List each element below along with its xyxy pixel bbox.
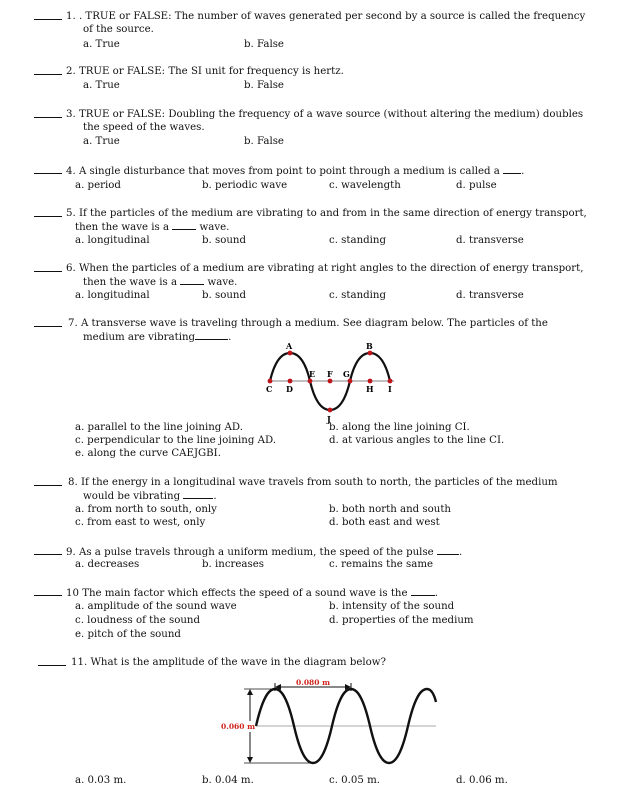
option-b[interactable]: b. sound (202, 290, 247, 301)
option-b[interactable]: b. increases (202, 559, 264, 570)
label-e: E (309, 369, 316, 379)
option-c[interactable]: c. from east to west, only (75, 517, 206, 528)
point-h (368, 379, 373, 384)
option-b[interactable]: b. intensity of the sound (329, 601, 455, 612)
question-stem: 4. A single disturbance that moves from point to point through a medium is called a . (66, 166, 525, 177)
option-b[interactable]: b. along the line joining CI. (329, 422, 470, 433)
question-stem: 10 The main factor which effects the speed of a sound wave is the . (66, 588, 439, 599)
option-a[interactable]: a. True (83, 80, 120, 91)
option-b[interactable]: b. both north and south (329, 504, 451, 515)
label-c: C (266, 384, 273, 394)
option-c[interactable]: c. 0.05 m. (329, 775, 381, 786)
question-stem: 3. TRUE or FALSE: Doubling the frequency of a wave source (without altering the medium) doubles the speed of the waves. (66, 109, 584, 133)
option-c[interactable]: c. standing (329, 235, 387, 246)
point-d (288, 379, 293, 384)
answer-blank[interactable] (34, 173, 62, 174)
inline-blank[interactable] (183, 489, 213, 499)
answer-blank[interactable] (34, 117, 62, 118)
inline-blank[interactable] (180, 275, 204, 285)
option-c[interactable]: c. perpendicular to the line joining AD. (75, 435, 277, 446)
point-a (288, 351, 293, 356)
answer-blank[interactable] (38, 665, 66, 666)
inline-blank[interactable] (195, 330, 228, 340)
label-j: J (327, 414, 331, 424)
inline-blank[interactable] (437, 545, 459, 555)
option-d[interactable]: d. transverse (456, 235, 524, 246)
point-b (368, 351, 373, 356)
inline-blank[interactable] (411, 586, 435, 596)
question-stem: 9. As a pulse travels through a uniform medium, the speed of the pulse . (66, 547, 463, 558)
option-c[interactable]: c. remains the same (329, 559, 434, 570)
answer-blank[interactable] (34, 74, 62, 75)
answer-blank[interactable] (34, 216, 62, 217)
option-a[interactable]: a. True (83, 39, 120, 50)
question-stem: 5. If the particles of the medium are vibrating to and from in the same direction of energy transport, then the wave is a wave. (66, 208, 587, 233)
point-c (268, 379, 273, 384)
option-d[interactable]: d. both east and west (329, 517, 440, 528)
label-f: F (327, 369, 333, 379)
question-stem: 7. A transverse wave is traveling through a medium. See diagram below. The particles of the medium are vibrating . (68, 318, 548, 343)
point-g (348, 379, 353, 384)
transverse-wave-diagram (262, 342, 402, 424)
option-b[interactable]: b. False (244, 80, 284, 91)
option-d[interactable]: d. transverse (456, 290, 524, 301)
option-b[interactable]: b. False (244, 136, 284, 147)
label-a: A (286, 342, 293, 351)
option-e[interactable]: e. pitch of the sound (75, 629, 181, 640)
option-a[interactable]: a. longitudinal (75, 290, 150, 301)
option-a[interactable]: a. amplitude of the sound wave (75, 601, 237, 612)
answer-blank[interactable] (34, 326, 62, 327)
option-c[interactable]: c. wavelength (329, 180, 401, 191)
option-d[interactable]: d. pulse (456, 180, 497, 191)
question-stem: 1. . TRUE or FALSE: The number of waves generated per second by a source is called the frequency of the source. (66, 11, 586, 35)
option-a[interactable]: a. decreases (75, 559, 140, 570)
option-e[interactable]: e. along the curve CAEJGBI. (75, 448, 221, 459)
amplitude-wave-diagram (218, 678, 448, 778)
option-b[interactable]: b. False (244, 39, 284, 50)
option-b[interactable]: b. 0.04 m. (202, 775, 254, 786)
option-d[interactable]: d. at various angles to the line CI. (329, 435, 505, 446)
label-d: D (286, 384, 293, 394)
wavelength-label: 0.080 m (296, 678, 331, 687)
point-f (328, 379, 333, 384)
label-b: B (366, 342, 373, 351)
option-c[interactable]: c. loudness of the sound (75, 615, 201, 626)
answer-blank[interactable] (34, 19, 62, 20)
option-b[interactable]: b. sound (202, 235, 247, 246)
option-a[interactable]: a. period (75, 180, 121, 191)
question-stem: 6. When the particles of a medium are vibrating at right angles to the direction of energy transport, then the wave is a wave. (66, 263, 584, 288)
option-a[interactable]: a. 0.03 m. (75, 775, 127, 786)
option-c[interactable]: c. standing (329, 290, 387, 301)
question-stem: 11. What is the amplitude of the wave in the diagram below? (71, 657, 386, 668)
inline-blank[interactable] (503, 164, 521, 174)
answer-blank[interactable] (34, 485, 62, 486)
option-a[interactable]: a. parallel to the line joining AD. (75, 422, 243, 433)
question-stem: 8. If the energy in a longitudinal wave travels from south to north, the particles of the medium would be vibrating . (68, 477, 558, 502)
answer-blank[interactable] (34, 554, 62, 555)
option-a[interactable]: a. True (83, 136, 120, 147)
inline-blank[interactable] (172, 220, 196, 230)
option-d[interactable]: d. 0.06 m. (456, 775, 508, 786)
option-d[interactable]: d. properties of the medium (329, 615, 474, 626)
option-b[interactable]: b. periodic wave (202, 180, 288, 191)
label-h: H (366, 384, 374, 394)
point-e (308, 379, 313, 384)
height-label: 0.060 m (221, 722, 256, 731)
label-g: G (343, 369, 350, 379)
option-a[interactable]: a. longitudinal (75, 235, 150, 246)
option-a[interactable]: a. from north to south, only (75, 504, 217, 515)
label-i: I (388, 384, 392, 394)
answer-blank[interactable] (34, 271, 62, 272)
point-i (388, 379, 393, 384)
point-j (328, 408, 333, 413)
answer-blank[interactable] (34, 595, 62, 596)
question-stem: 2. TRUE or FALSE: The SI unit for frequency is hertz. (66, 66, 344, 77)
